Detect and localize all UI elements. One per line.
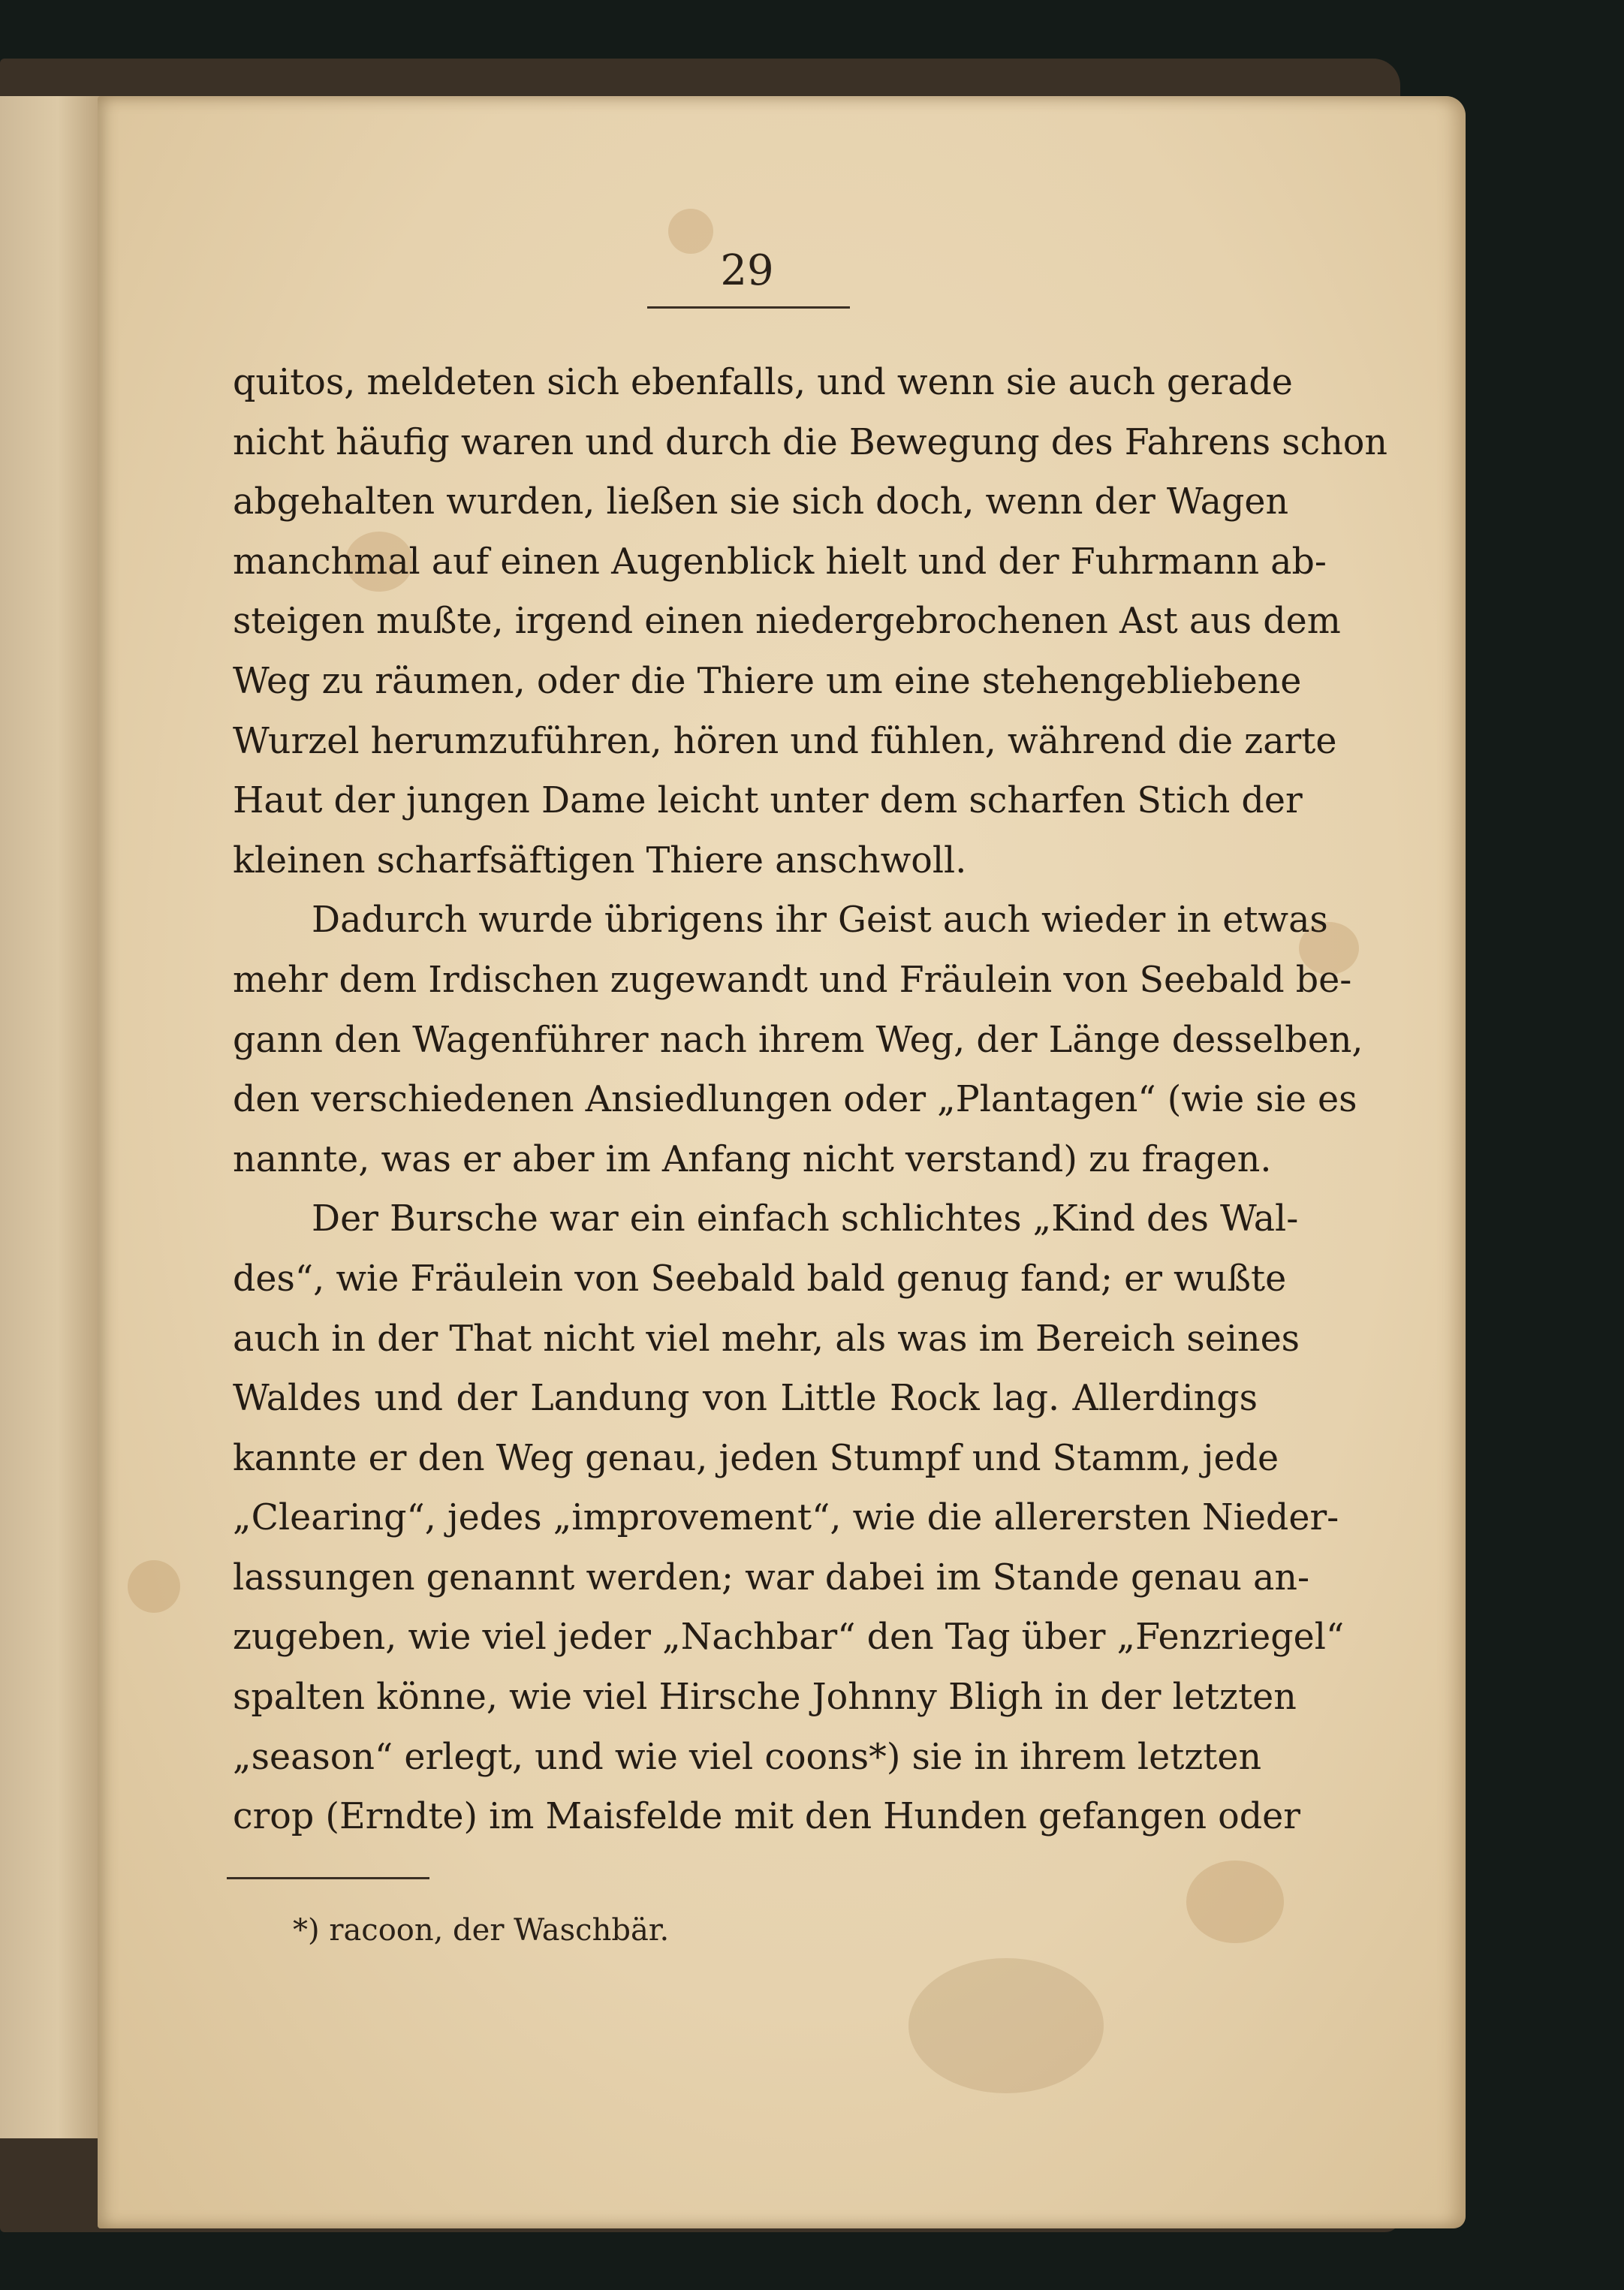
header-rule bbox=[647, 306, 850, 309]
foxing-stain bbox=[128, 1560, 180, 1613]
text-line: Weg zu räumen, oder die Thiere um eine stehengebliebene bbox=[233, 660, 1302, 702]
text-line: crop (Erndte) im Maisfelde mit den Hunden gefangen oder bbox=[233, 1796, 1300, 1838]
footnote: *) racoon, der Waschbär. bbox=[293, 1913, 670, 1948]
text-line: nannte, was er aber im Anfang nicht verstand) zu fragen. bbox=[233, 1138, 1272, 1180]
page-number: 29 bbox=[720, 246, 774, 295]
text-line: des“, wie Fräulein von Seebald bald genug fand; er wußte bbox=[233, 1258, 1287, 1300]
text-line: nicht häufig waren und durch die Bewegung des Fahrens schon bbox=[233, 421, 1387, 463]
left-page-edge bbox=[0, 96, 107, 2138]
text-line: mehr dem Irdischen zugewandt und Fräulein von Seebald be- bbox=[233, 959, 1352, 1001]
text-line: Dadurch wurde übrigens ihr Geist auch wieder in etwas bbox=[312, 899, 1328, 942]
text-line: „Clearing“, jedes „improvement“, wie die allerersten Nieder- bbox=[233, 1497, 1339, 1539]
text-line: Wurzel herumzuführen, hören und fühlen, während die zarte bbox=[233, 720, 1337, 762]
foxing-stain bbox=[908, 1958, 1104, 2093]
text-line: steigen mußte, irgend einen niedergebrochenen Ast aus dem bbox=[233, 601, 1341, 643]
text-line: zugeben, wie viel jeder „Nachbar“ den Tag über „Fenzriegel“ bbox=[233, 1617, 1345, 1659]
text-line: „season“ erlegt, und wie viel coons*) sie in ihrem letzten bbox=[233, 1736, 1262, 1778]
text-line: auch in der That nicht viel mehr, als was im Bereich seines bbox=[233, 1318, 1300, 1360]
text-line: Der Bursche war ein einfach schlichtes „Kind des Wal- bbox=[312, 1198, 1299, 1240]
text-line: abgehalten wurden, ließen sie sich doch, wenn der Wagen bbox=[233, 481, 1289, 523]
footnote-rule bbox=[227, 1877, 429, 1879]
text-line: kleinen scharfsäftigen Thiere anschwoll. bbox=[233, 839, 967, 881]
text-line: den verschiedenen Ansiedlungen oder „Plantagen“ (wie sie es bbox=[233, 1079, 1357, 1121]
text-line: spalten könne, wie viel Hirsche Johnny Bligh in der letzten bbox=[233, 1677, 1297, 1719]
text-line: manchmal auf einen Augenblick hielt und der Fuhrmann ab- bbox=[233, 541, 1327, 583]
text-line: quitos, meldeten sich ebenfalls, und wenn sie auch gerade bbox=[233, 362, 1293, 403]
text-line: Haut der jungen Dame leicht unter dem scharfen Stich der bbox=[233, 780, 1303, 822]
foxing-stain bbox=[1186, 1861, 1284, 1943]
text-line: Waldes und der Landung von Little Rock lag. Allerdings bbox=[233, 1378, 1258, 1420]
body-text bbox=[233, 353, 1387, 1847]
text-line: gann den Wagenführer nach ihrem Weg, der Länge desselben, bbox=[233, 1019, 1363, 1061]
text-line: kannte er den Weg genau, jeden Stumpf und Stamm, jede bbox=[233, 1437, 1279, 1479]
text-line: lassungen genannt werden; war dabei im Stande genau an- bbox=[233, 1556, 1310, 1598]
